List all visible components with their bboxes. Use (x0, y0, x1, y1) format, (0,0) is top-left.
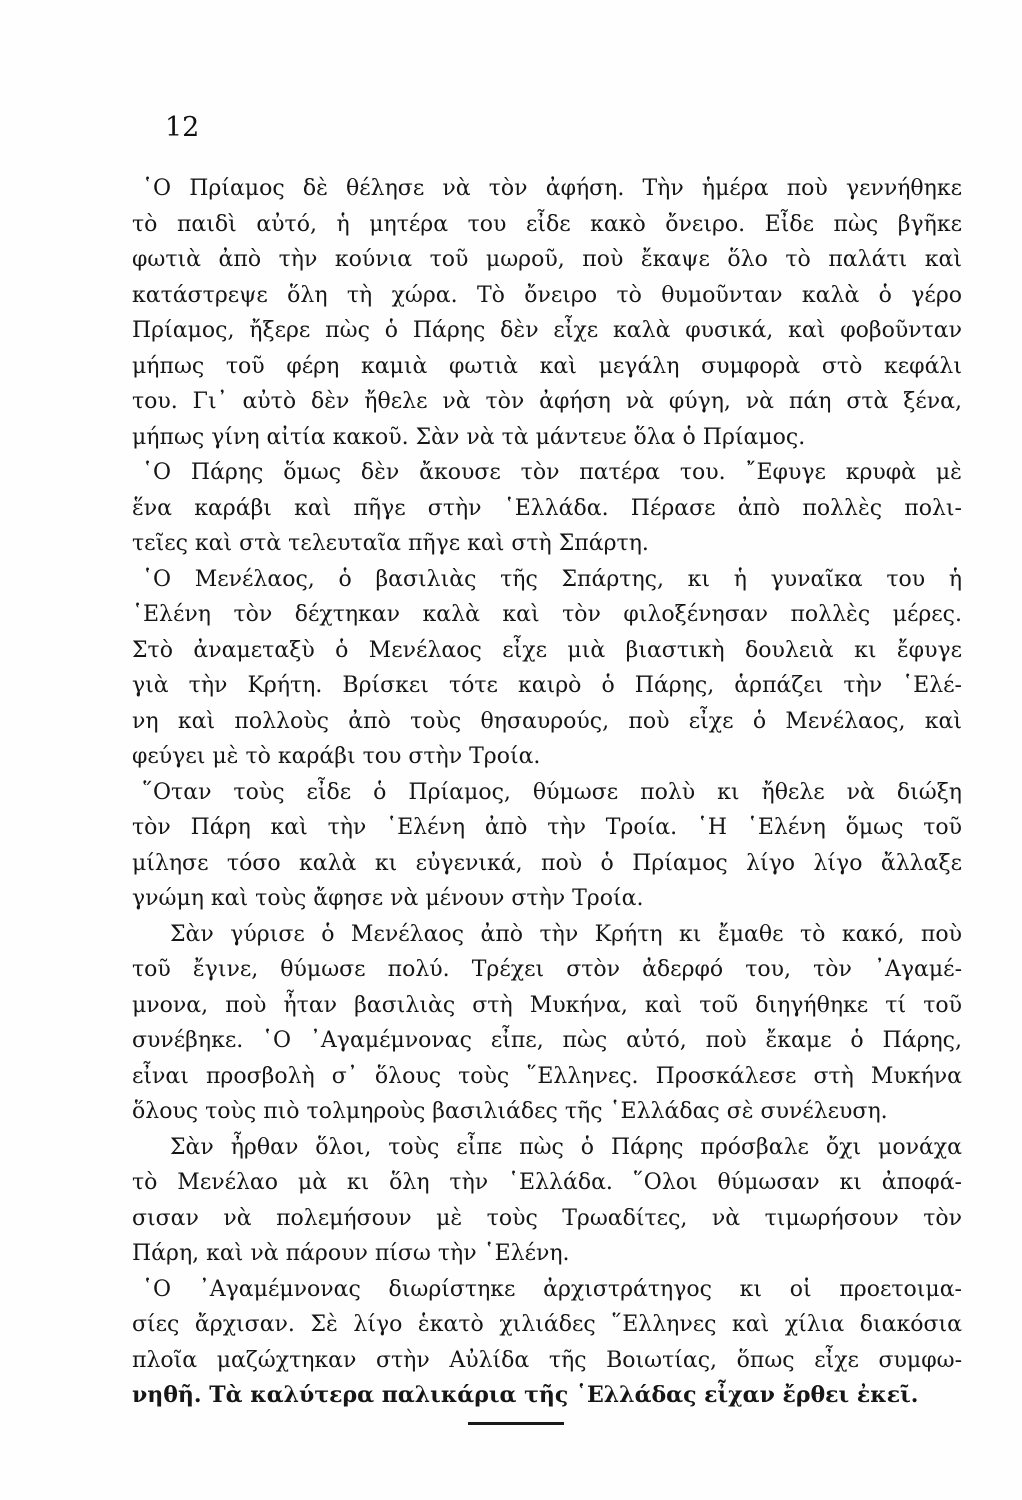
paragraph-6-line-2: τὸ Μενέλαο μὰ κι ὅλη τὴν ῾Ελλάδα. ῞Ολοι θύμωσαν κι ἀποφά- (132, 1170, 962, 1195)
paragraph-5-line-5: εἶναι προσβολὴ σ᾽ ὅλους τοὺς ῞Ελληνες. Προσκάλεσε στὴ Μυκήνα (132, 1063, 962, 1089)
paragraph-3-line-4: γιὰ τὴν Κρήτη. Βρίσκει τότε καιρὸ ὁ Πάρης, ἁρπάζει τὴν ῾Ελέ- (132, 673, 962, 698)
paragraph-3-line-1: ῾Ο Μενέλαος, ὁ βασιλιὰς τῆς Σπάρτης, κι ἡ γυναῖκα του ἡ (142, 566, 962, 592)
paragraph-1-line-7: του. Γι᾽ αὐτὸ δὲν ἤθελε νὰ τὸν ἀφήση νὰ φύγη, νὰ πάη στὰ ξένα, (132, 389, 962, 414)
paragraph-2-line-3: τεῖες καὶ στὰ τελευταῖα πῆγε καὶ στὴ Σπάρτη. (132, 531, 649, 556)
paragraph-1-line-5: Πρίαμος, ἤξερε πὼς ὁ Πάρης δὲν εἶχε καλὰ φυσικά, καὶ φοβοῦνταν (132, 318, 962, 343)
paragraph-1-line-2: τὸ παιδὶ αὐτό, ἡ μητέρα του εἶδε κακὸ ὄνειρο. Εἶδε πὼς βγῆκε (132, 211, 962, 237)
paragraph-5-line-6: ὅλους τοὺς πιὸ τολμηροὺς βασιλιάδες τῆς ῾Ελλάδας σὲ συνέλευση. (132, 1099, 888, 1124)
page-number: 12 (165, 112, 200, 143)
paragraph-4-line-4: γνώμη καὶ τοὺς ἄφησε νὰ μένουν στὴν Τροία. (132, 886, 644, 911)
paragraph-7-line-2: σίες ἄρχισαν. Σὲ λίγο ἑκατὸ χιλιάδες ῞Ελληνες καὶ χίλια διακόσια (132, 1312, 962, 1337)
section-end-rule (468, 1422, 564, 1425)
paragraph-2-line-2: ἕνα καράβι καὶ πῆγε στὴν ῾Ελλάδα. Πέρασε ἀπὸ πολλὲς πολι- (132, 495, 962, 521)
paragraph-5-line-2: τοῦ ἔγινε, θύμωσε πολύ. Τρέχει στὸν ἀδερφό του, τὸν ᾿Αγαμέ- (132, 957, 962, 982)
paragraph-1-line-6: μήπως τοῦ φέρη καμιὰ φωτιὰ καὶ μεγάλη συμφορὰ στὸ κεφάλι (132, 353, 962, 379)
body-text (132, 171, 962, 1414)
paragraph-6-line-3: σισαν νὰ πολεμήσουν μὲ τοὺς Τρωαδίτες, νὰ τιμωρήσουν τὸν (132, 1205, 962, 1231)
paragraph-3-line-2: ῾Ελένη τὸν δέχτηκαν καλὰ καὶ τὸν φιλοξένησαν πολλὲς μέρες. (132, 602, 962, 627)
paragraph-5-line-4: συνέβηκε. ῾Ο ᾿Αγαμέμνονας εἶπε, πὼς αὐτό, ποὺ ἔκαμε ὁ Πάρης, (132, 1028, 962, 1053)
paragraph-4-line-1: ῞Οταν τοὺς εἶδε ὁ Πρίαμος, θύμωσε πολὺ κι ἤθελε νὰ διώξη (142, 779, 962, 805)
paragraph-7-line-4: νηθῆ. Τὰ καλύτερα παλικάρια τῆς ῾Ελλάδας εἶχαν ἔρθει ἐκεῖ. (132, 1382, 919, 1408)
paragraph-4-line-3: μίλησε τόσο καλὰ κι εὐγενικά, ποὺ ὁ Πρίαμος λίγο λίγο ἄλλαξε (132, 850, 962, 876)
paragraph-1-line-4: κατάστρεψε ὅλη τὴ χώρα. Τὸ ὄνειρο τὸ θυμοῦνταν καλὰ ὁ γέρο (132, 282, 962, 308)
paragraph-6-line-4: Πάρη, καὶ νὰ πάρουν πίσω τὴν ῾Ελένη. (132, 1241, 570, 1266)
paragraph-5-line-1: Σὰν γύρισε ὁ Μενέλαος ἀπὸ τὴν Κρήτη κι ἔμαθε τὸ κακό, ποὺ (170, 921, 962, 947)
paragraph-3-line-3: Στὸ ἀναμεταξὺ ὁ Μενέλαος εἶχε μιὰ βιαστικὴ δουλειὰ κι ἔφυγε (132, 637, 962, 663)
paragraph-7-line-1: ῾Ο ᾿Αγαμέμνονας διωρίστηκε ἀρχιστράτηγος κι οἱ προετοιμα- (142, 1276, 962, 1302)
paragraph-5-line-3: μνονα, ποὺ ἦταν βασιλιὰς στὴ Μυκήνα, καὶ τοῦ διηγήθηκε τί τοῦ (132, 992, 962, 1018)
paragraph-4-line-2: τὸν Πάρη καὶ τὴν ῾Ελένη ἀπὸ τὴν Τροία. ῾Η ῾Ελένη ὅμως τοῦ (132, 815, 962, 840)
paragraph-6-line-1: Σὰν ἦρθαν ὅλοι, τοὺς εἶπε πὼς ὁ Πάρης πρόσβαλε ὄχι μονάχα (170, 1134, 962, 1160)
paragraph-3-line-5: νη καὶ πολλοὺς ἀπὸ τοὺς θησαυρούς, ποὺ εἶχε ὁ Μενέλαος, καὶ (132, 708, 962, 734)
paragraph-1-line-8: μήπως γίνη αἰτία κακοῦ. Σὰν νὰ τὰ μάντευε ὅλα ὁ Πρίαμος. (132, 424, 806, 450)
paragraph-1-line-1: ῾Ο Πρίαμος δὲ θέλησε νὰ τὸν ἀφήση. Τὴν ἡμέρα ποὺ γεννήθηκε (142, 176, 962, 201)
paragraph-1-line-3: φωτιὰ ἀπὸ τὴν κούνια τοῦ μωροῦ, ποὺ ἔκαψε ὅλο τὸ παλάτι καὶ (132, 247, 962, 272)
paragraph-3-line-6: φεύγει μὲ τὸ καράβι του στὴν Τροία. (132, 744, 541, 769)
paragraph-7-line-3: πλοῖα μαζώχτηκαν στὴν Αὐλίδα τῆς Βοιωτίας, ὅπως εἶχε συμφω- (132, 1347, 962, 1373)
paragraph-2-line-1: ῾Ο Πάρης ὅμως δὲν ἄκουσε τὸν πατέρα του. ῎Εφυγε κρυφὰ μὲ (142, 460, 962, 485)
